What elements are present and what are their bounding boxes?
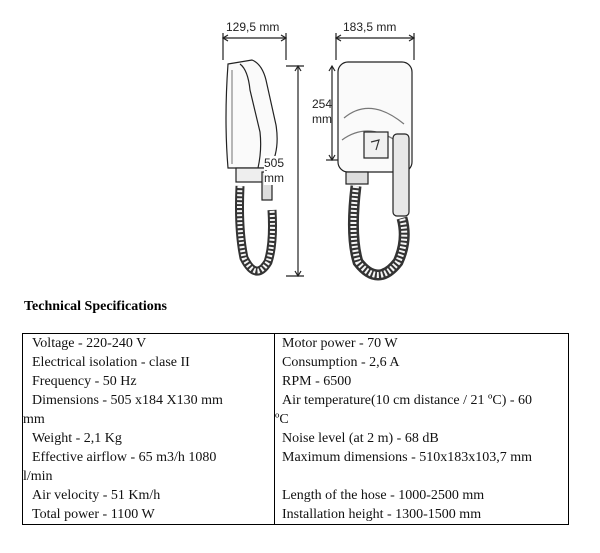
front-width-label: 183,5 mm [343, 20, 397, 34]
upper-height-unit: mm [312, 112, 332, 126]
spec-noise-level: Noise level (at 2 m) - 68 dB [282, 431, 439, 446]
spec-maximum-dimensions: Maximum dimensions - 510x183x103,7 mm [282, 450, 533, 465]
spec-air-velocity: Air velocity - 51 Km/h [23, 486, 275, 505]
spec-consumption: Consumption - 2,6 A [282, 355, 400, 370]
upper-height-value: 254 [312, 97, 333, 111]
section-heading: Technical Specifications [24, 299, 167, 314]
spec-dimensions-wrap: mm [23, 412, 45, 427]
spec-motor-power: Motor power - 70 W [282, 336, 398, 351]
spec-electrical-isolation: Electrical isolation - clase II [23, 353, 275, 372]
spec-hose-length: Length of the hose - 1000-2500 mm [282, 488, 485, 503]
spec-frequency: Frequency - 50 Hz [23, 372, 275, 391]
side-view-dryer [223, 33, 304, 276]
table-row [23, 334, 569, 354]
specifications-table [22, 333, 569, 525]
spec-dimensions-text: Dimensions - 505 x184 X130 mm [32, 393, 223, 408]
spec-total-power: Total power - 1100 W [23, 505, 275, 525]
spec-air-temperature-wrap: ºC [275, 412, 289, 427]
table-row [23, 429, 569, 448]
spec-air-temperature-text: Air temperature(10 cm distance / 21 ºC) - 60 [282, 393, 533, 408]
table-row [23, 486, 569, 505]
spec-weight: Weight - 2,1 Kg [23, 429, 275, 448]
total-height-value: 505 [264, 156, 285, 170]
table-row [23, 505, 569, 525]
front-view-dryer [326, 33, 414, 275]
spec-effective-airflow-text: Effective airflow - 65 m3/h 1080 [32, 450, 217, 465]
total-height-unit: mm [264, 171, 284, 185]
spec-air-temperature [275, 391, 569, 429]
table-row [23, 391, 569, 429]
spec-effective-airflow-wrap: l/min [23, 469, 53, 484]
table-row [23, 448, 569, 486]
spec-voltage: Voltage - 220-240 V [23, 334, 275, 354]
table-row [23, 353, 569, 372]
spec-rpm: RPM - 6500 [282, 374, 352, 389]
spec-dimensions [23, 391, 275, 429]
spec-installation-height: Installation height - 1300-1500 mm [282, 507, 482, 522]
side-width-label: 129,5 mm [226, 20, 280, 34]
spec-effective-airflow [23, 448, 275, 486]
table-row [23, 372, 569, 391]
